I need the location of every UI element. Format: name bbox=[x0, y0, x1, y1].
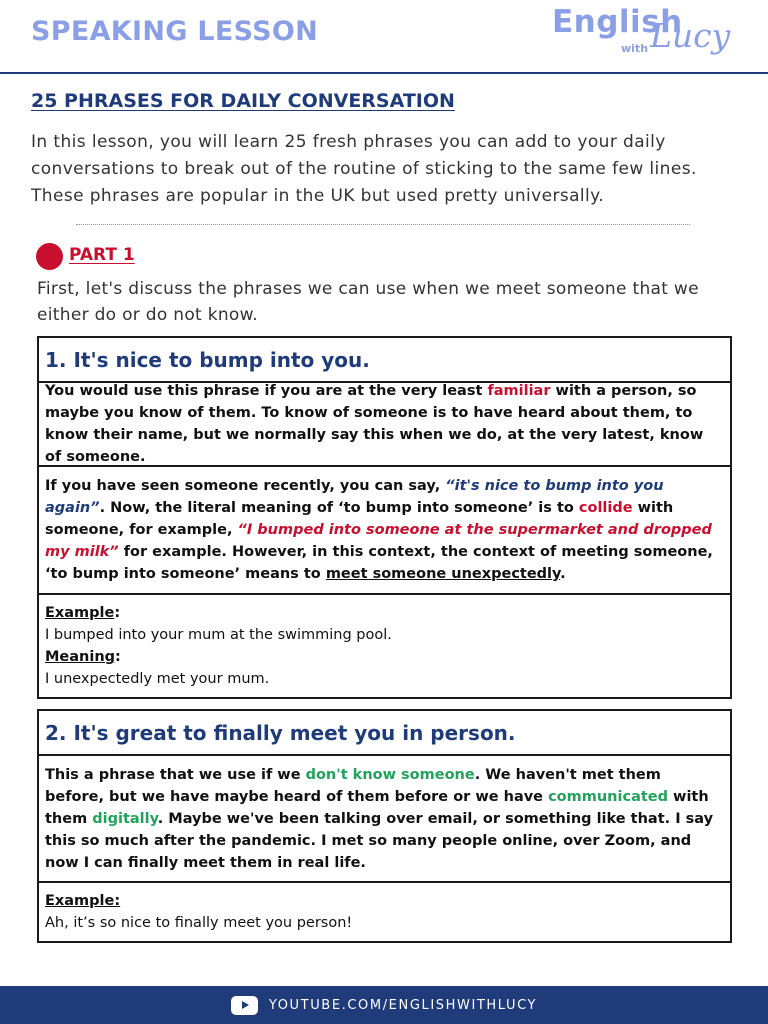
lesson-title: 25 PHRASES FOR DAILY CONVERSATION bbox=[31, 90, 455, 112]
quote-bump-again: “it's nice to bump into you again” bbox=[45, 478, 664, 516]
example-label: Example bbox=[45, 605, 115, 621]
phrase-box-1 bbox=[37, 336, 732, 699]
intro-paragraph bbox=[31, 129, 741, 210]
label-colon: : bbox=[115, 649, 121, 665]
label-colon: : bbox=[114, 605, 121, 621]
text-run: You would use this phrase if you are at the very least bbox=[45, 383, 488, 399]
english-with-lucy-logo bbox=[552, 4, 742, 66]
intro-line: conversations to break out of the routine of sticking to the same few lines. bbox=[31, 159, 697, 179]
text-run: with a person, so maybe you know of them. To know of someone is to have heard about them, to know their name, but we normally say this when we do, at the very latest, know of someone. bbox=[45, 383, 704, 465]
highlight-dont-know: don't know someone bbox=[305, 766, 475, 783]
page-header bbox=[0, 0, 768, 74]
section-divider bbox=[76, 224, 690, 225]
highlight-collide: collide bbox=[578, 500, 633, 516]
part-heading: PART 1 bbox=[69, 245, 135, 265]
part-bullet-icon bbox=[36, 243, 63, 270]
phrase-2-example bbox=[39, 881, 730, 941]
lesson-type-label: SPEAKING LESSON bbox=[31, 16, 319, 47]
youtube-channel-link[interactable]: YOUTUBE.COM/ENGLISHWITHLUCY bbox=[268, 997, 538, 1013]
example-sentence: Ah, it’s so nice to finally meet you person! bbox=[45, 915, 353, 931]
meaning-label: Meaning bbox=[45, 649, 116, 665]
text-run: with someone, for example, bbox=[45, 500, 674, 538]
logo-with-text: with bbox=[621, 42, 649, 55]
phrase-2-explanation bbox=[39, 754, 730, 881]
highlight-digitally: digitally bbox=[92, 810, 158, 827]
phrase-2-title: 2. It's great to finally meet you in person. bbox=[45, 720, 516, 745]
part-desc-line: either do or do not know. bbox=[37, 305, 258, 325]
quote-supermarket: “I bumped into someone at the supermarket and dropped my milk” bbox=[45, 522, 712, 560]
text-run: If you have seen someone recently, you can say, bbox=[45, 478, 446, 494]
text-run: . Now, the literal meaning of ‘to bump into someone’ is to bbox=[99, 500, 579, 516]
highlight-meet-unexpectedly: meet someone unexpectedly bbox=[325, 566, 561, 582]
example-sentence: I bumped into your mum at the swimming pool. bbox=[45, 627, 392, 643]
youtube-icon bbox=[231, 996, 258, 1015]
meaning-sentence: I unexpectedly met your mum. bbox=[45, 671, 270, 687]
text-run: with them bbox=[45, 788, 709, 827]
phrase-box-2 bbox=[37, 709, 732, 943]
logo-script-text: Lucy bbox=[650, 16, 731, 55]
highlight-familiar: familiar bbox=[487, 383, 551, 399]
text-run: . Maybe we've been talking over email, or something like that. I say this so much after the pandemic. I met so many people online, over Zoom, and now I can finally meet them in real life. bbox=[45, 810, 714, 871]
text-run: . We haven't met them before, but we have maybe heard of them before or we have bbox=[45, 766, 661, 805]
part-description bbox=[37, 276, 737, 328]
phrase-1-literal-meaning bbox=[39, 465, 730, 593]
phrase-1-example bbox=[39, 593, 730, 697]
page-footer bbox=[0, 986, 768, 1024]
part-desc-line: First, let's discuss the phrases we can use when we meet someone that we bbox=[37, 279, 699, 299]
intro-line: In this lesson, you will learn 25 fresh phrases you can add to your daily bbox=[31, 132, 666, 152]
intro-line: These phrases are popular in the UK but used pretty universally. bbox=[31, 186, 604, 206]
phrase-1-title: 1. It's nice to bump into you. bbox=[45, 347, 370, 372]
text-run: for example. However, in this context, the context of meeting someone, ‘to bump into someone’ means to bbox=[45, 544, 713, 582]
logo-main-text: English bbox=[552, 4, 683, 40]
text-run: This a phrase that we use if we bbox=[45, 766, 306, 783]
highlight-communicated: communicated bbox=[548, 788, 668, 805]
phrase-1-explanation bbox=[39, 381, 730, 465]
example-label: Example: bbox=[45, 893, 121, 909]
text-run: . bbox=[560, 566, 566, 582]
